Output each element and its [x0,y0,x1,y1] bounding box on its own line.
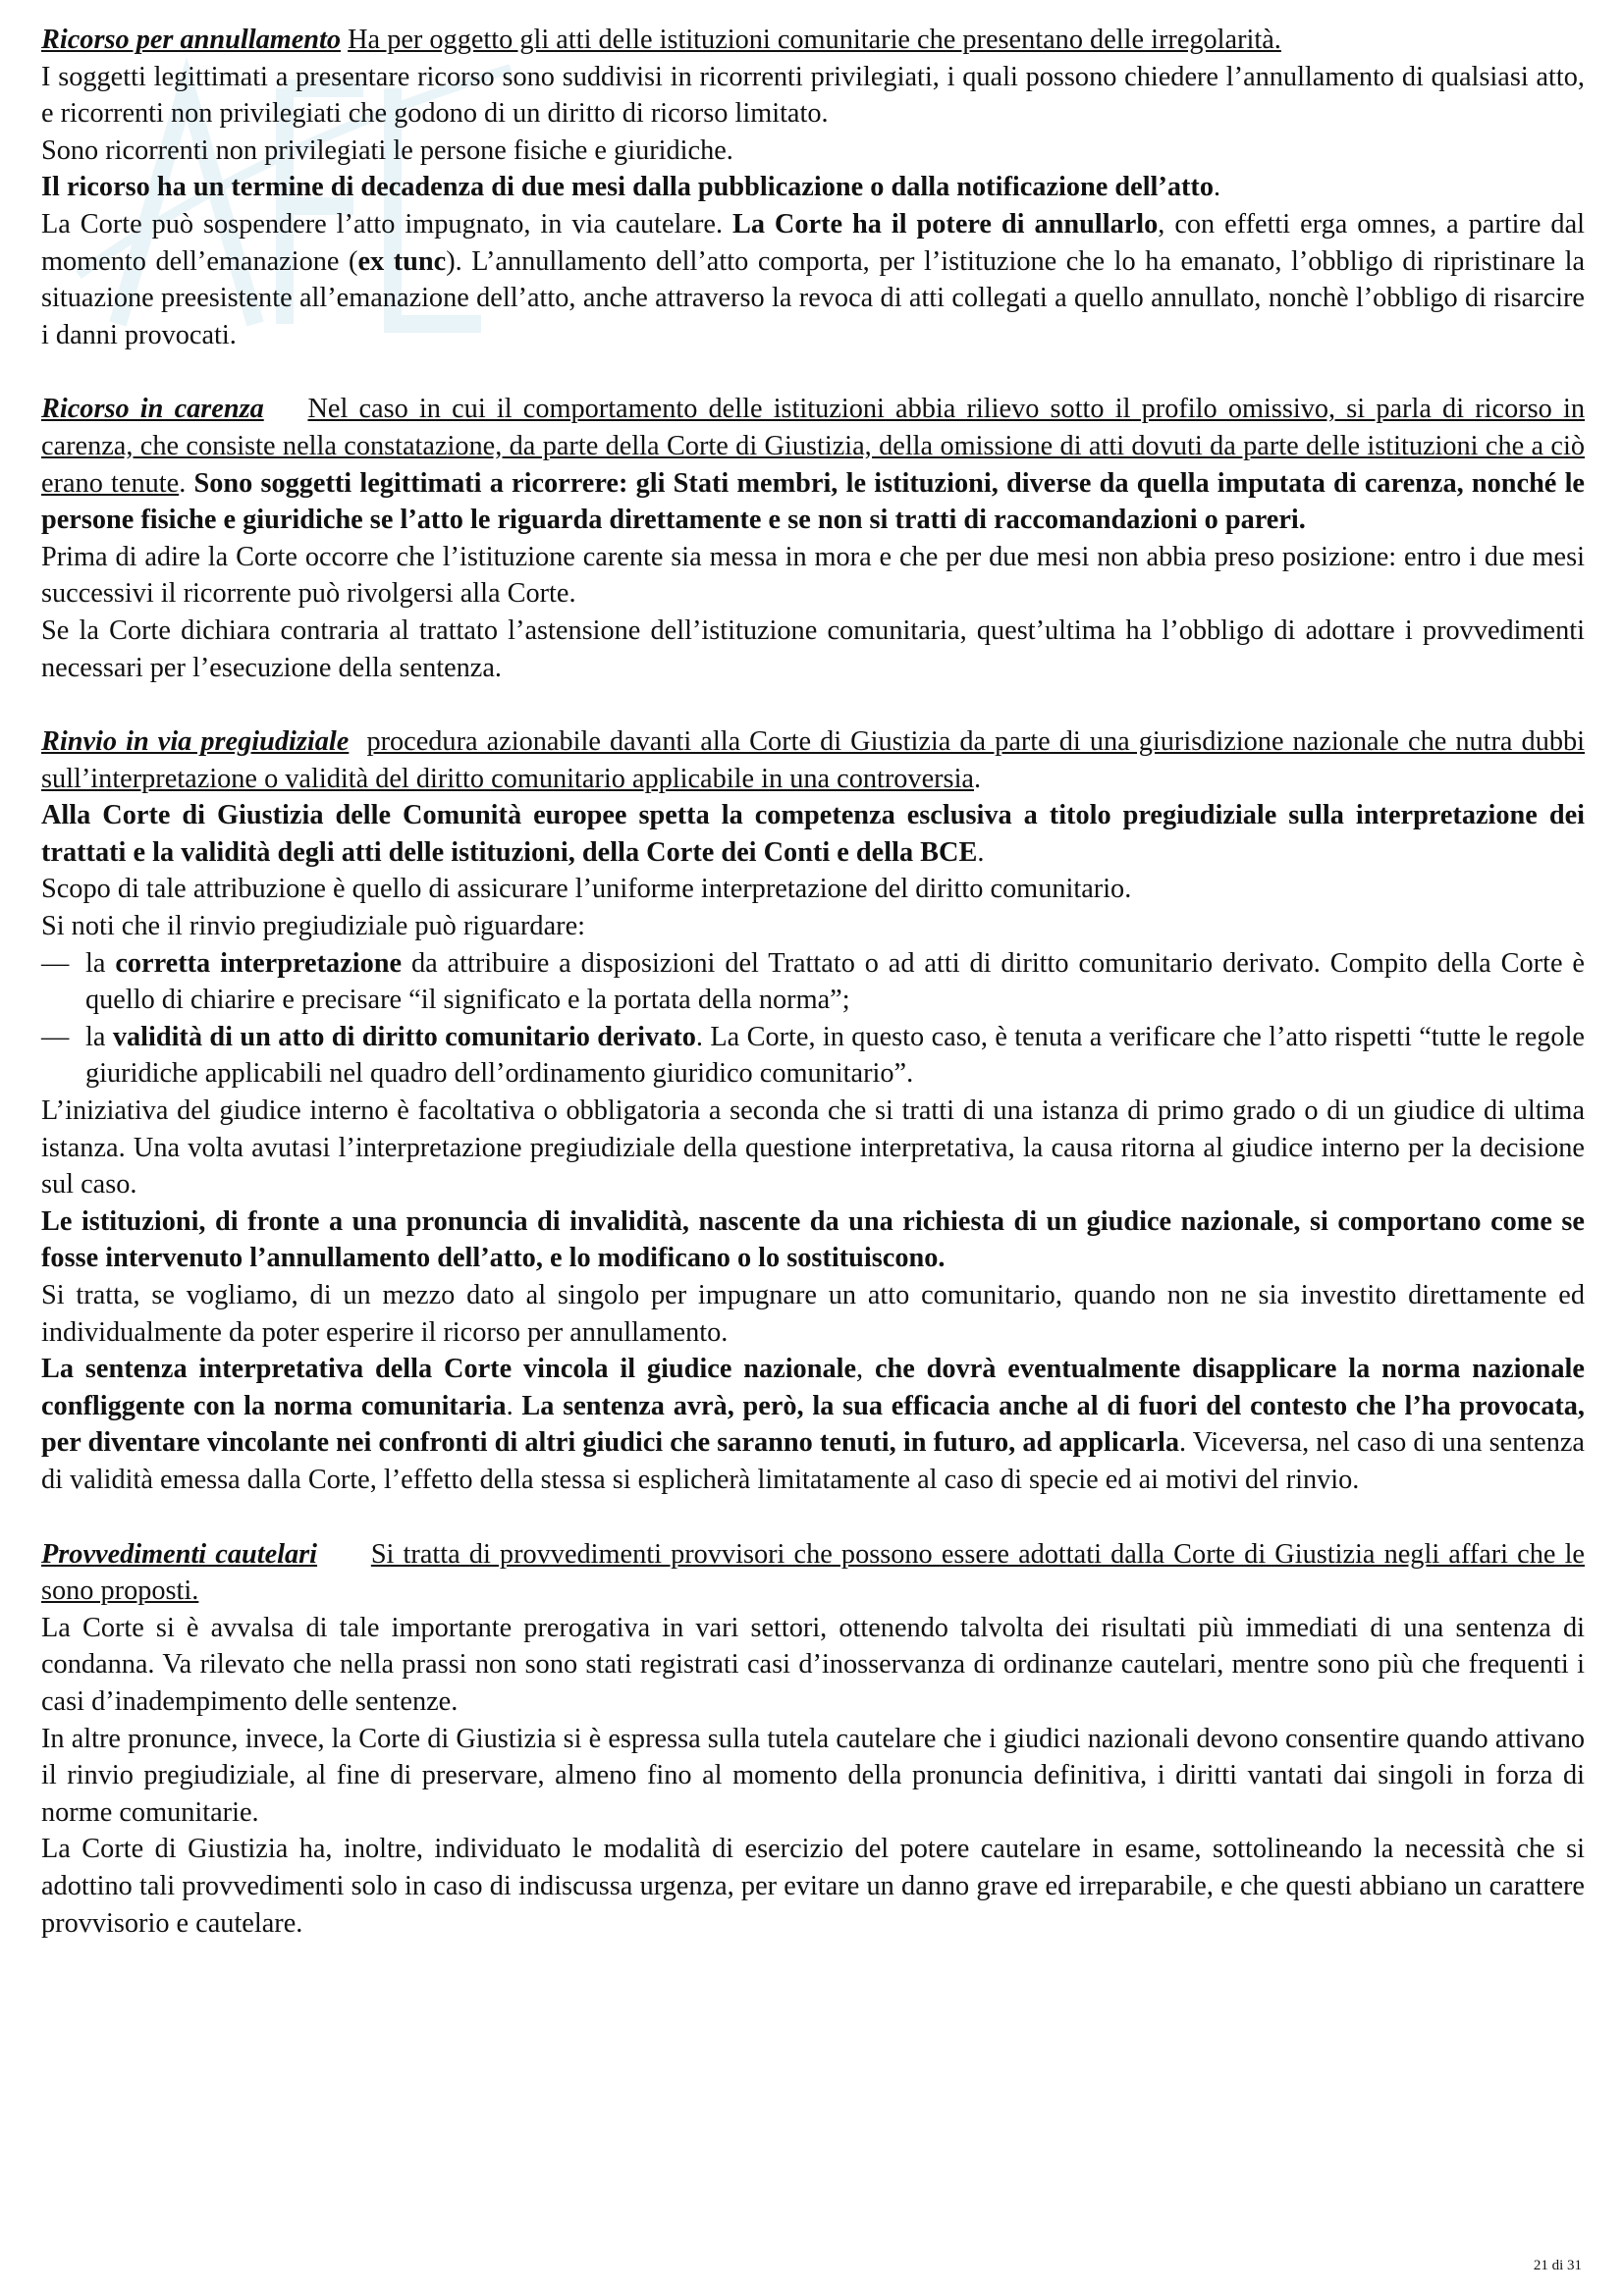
section-lead: Si tratta di provvedimenti provvisori che possono essere adottati dalla Corte di Giustizia negli affari che le sono proposti. [41,1538,1585,1607]
section-heading: Ricorso per annullamento [41,25,342,55]
section-lead: procedura azionabile davanti alla Corte di Giustizia da parte di una giurisdizione nazionale che nutra dubbi sull’interpretazione o validità del diritto comunitario applicabile in una controversia [41,726,1586,794]
paragraph: Alla Corte di Giustizia delle Comunità europee spetta la competenza esclusiva a titolo pregiudiziale sulla interpretazione dei trattati e la validità degli atti delle istituzioni, della Corte dei Conti e della BCE. [41,800,1585,868]
document-body [41,22,1585,1979]
section-ricorso-annullamento [41,22,1585,353]
paragraph: La Corte di Giustizia ha, inoltre, individuato le modalità di esercizio del potere cautelare in esame, sottolineando la necessità che si adottino tali provvedimenti solo in caso di indiscussa urgenza, per evitare un danno grave ed irreparabile, e che questi abbiano un carattere provvisorio e cautelare. [41,1834,1585,1939]
section-heading: Rinvio in via pregiudiziale [41,726,350,758]
section-heading: Provvedimenti cautelari [41,1538,318,1570]
paragraph: Ricorso in carenza Nel caso in cui il comportamento delle istituzioni abbia rilievo sotto il profilo omissivo, si parla di ricorso in carenza, che consiste nella constatazione, da parte della Corte di Giustizia, della omissione di atti dovuti da parte delle istituzioni che a ciò erano tenute. Sono soggetti legittimati a ricorrere: gli Stati membri, le istituzioni, diverse da quella imputata di carenza, nonché le persone fisiche e giuridiche se l’atto le riguarda direttamente e se non si tratti di raccomandazioni o pareri. [41,394,1586,536]
section-lead: Ha per oggetto gli atti delle istituzioni comunitarie che presentano delle irregolarità. [348,25,1281,55]
list-item: — la corretta interpretazione da attribuire a disposizioni del Trattato o ad atti di diritto comunitario derivato. Compito della Corte è quello di chiarire e precisare “il significato e la portata della norma”; [41,947,1585,1016]
paragraph: Rinvio in via pregiudiziale procedura azionabile davanti alla Corte di Giustizia da parte di una giurisdizione nazionale che nutra dubbi sull’interpretazione o validità del diritto comunitario applicabile in una controversia. [41,726,1586,794]
dash-list [41,945,1585,1093]
paragraph: Sono ricorrenti non privilegiati le persone fisiche e giuridiche. [41,134,733,166]
section-lead: Nel caso in cui il comportamento delle istituzioni abbia rilievo sotto il profilo omissivo, si parla di ricorso in carenza, che consiste nella constatazione, da parte della Corte di Giustizia, della omissione di atti dovuti da parte delle istituzioni che a ciò erano tenute [41,394,1586,499]
paragraph [41,1536,1585,1610]
paragraph: L’iniziativa del giudice interno è facoltativa o obbligatoria a seconda che si tratti di una istanza di primo grado o di un giudice di ultima istanza. Una volta avutasi l’interpretazione pregiudiziale della questione interpretativa, la causa ritorna al giudice interno per la decisione sul caso. [41,1095,1585,1201]
list-item: — la validità di un atto di diritto comunitario derivato. La Corte, in questo caso, è tenuta a verificare che l’atto rispetti “tutte le regole giuridiche applicabili nel quadro dell’ordinamento giuridico comunitario”. [41,1021,1585,1090]
paragraph: La Corte si è avvalsa di tale importante prerogativa in vari settori, ottenendo talvolta dei risultati più immediati di una sentenza di condanna. Va rilevato che nella prassi non sono stati registrati casi d’inosservanza di ordinanze cautelari, mentre sono più che frequenti i casi d’inadempimento delle sentenze. [41,1612,1585,1717]
paragraph: Scopo di tale attribuzione è quello di assicurare l’uniforme interpretazione del diritto comunitario. [41,874,1132,905]
paragraph: Il ricorso ha un termine di decadenza di due mesi dalla pubblicazione o dalla notificazione dell’atto. [41,172,1221,203]
page-number: 21 di 31 [1533,2258,1582,2273]
paragraph: I soggetti legittimati a presentare ricorso sono suddivisi in ricorrenti privilegiati, i quali possono chiedere l’annullamento di qualsiasi atto, e ricorrenti non privilegiati che godono di un diritto di ricorso limitato. [41,61,1585,130]
paragraph: Prima di adire la Corte occorre che l’istituzione carente sia messa in mora e che per due mesi non abbia preso posizione: entro i due mesi successivi il ricorrente può rivolgersi alla Corte. [41,541,1585,610]
section-heading: Ricorso in carenza [41,394,264,425]
paragraph: Si noti che il rinvio pregiudiziale può riguardare: [41,911,585,942]
paragraph: Se la Corte dichiara contraria al trattato l’astensione dell’istituzione comunitaria, quest’ultima ha l’obbligo di adottare i provvedimenti necessari per l’esecuzione della sentenza. [41,614,1585,683]
paragraph: In altre pronunce, invece, la Corte di Giustizia si è espressa sulla tutela cautelare che i giudici nazionali devono consentire quando attivano il rinvio pregiudiziale, al fine di preservare, almeno fino al momento della pronuncia definitiva, i diritti vantati dai singoli in forza di norme comunitarie. [41,1723,1585,1828]
paragraph: La sentenza interpretativa della Corte vincola il giudice nazionale, che dovrà eventualmente disapplicare la norma nazionale confliggente con la norma comunitaria. La sentenza avrà, però, la sua efficacia anche al di fuori del contesto che l’ha provocata, per diventare vincolante nei confronti di altri giudici che saranno tenuti, in futuro, ad applicarla. Viceversa, nel caso di una sentenza di validità emessa dalla Corte, l’effetto della stessa si esplicherà limitatamente al caso di specie ed ai motivi del rinvio. [41,1354,1585,1495]
section-rinvio-pregiudiziale [41,723,1585,1498]
paragraph: La Corte può sospendere l’atto impugnato, in via cautelare. La Corte ha il potere di annullarlo, con effetti erga omnes, a partire dal momento dell’emanazione (ex tunc). L’annullamento dell’atto comporta, per l’istituzione che lo ha emanato, l’obbligo di ripristinare la situazione preesistente all’emanazione dell’atto, anche attraverso la revoca di atti collegati a quello annullato, nonchè l’obbligo di risarcire i danni provocati. [41,208,1586,350]
paragraph: Le istituzioni, di fronte a una pronuncia di invalidità, nascente da una richiesta di un giudice nazionale, si comportano come se fosse intervenuto l’annullamento dell’atto, e lo modificano o lo sostituiscono. [41,1205,1585,1274]
paragraph: Si tratta, se vogliamo, di un mezzo dato al singolo per impugnare un atto comunitario, quando non ne sia investito direttamente ed individualmente da poter esperire il ricorso per annullamento. [41,1280,1585,1348]
section-ricorso-carenza [41,391,1585,686]
section-provvedimenti-cautelari [41,1536,1585,1943]
